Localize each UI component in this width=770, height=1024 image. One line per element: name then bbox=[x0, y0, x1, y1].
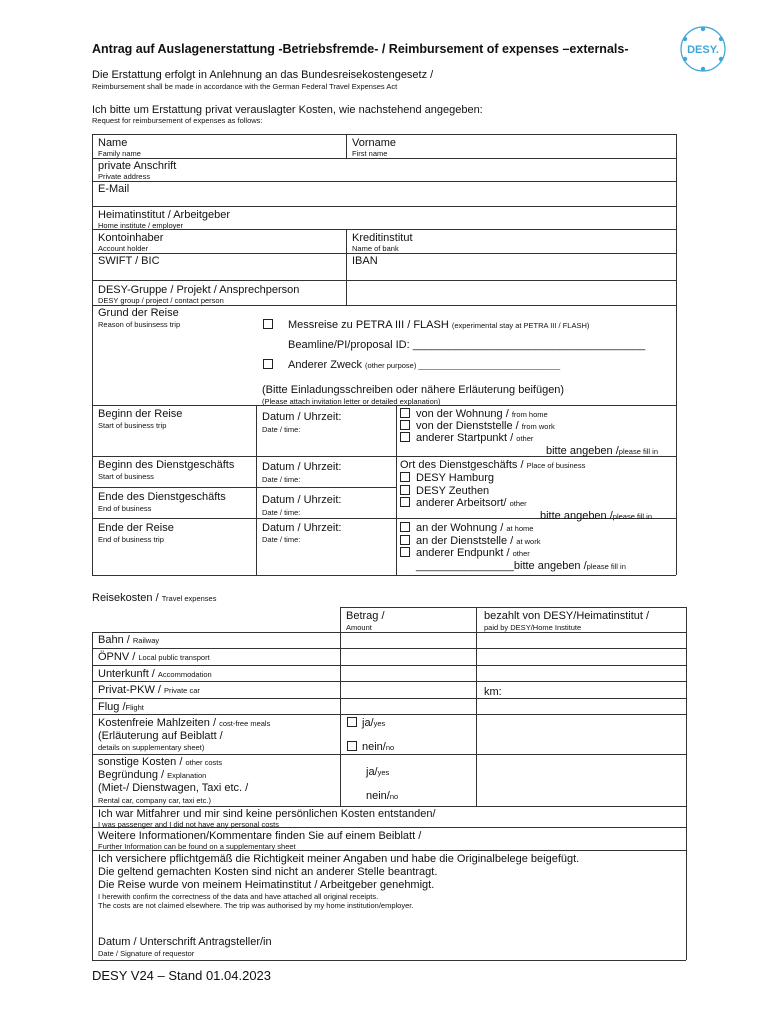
firstname-sub: First name bbox=[352, 149, 388, 158]
place-specify[interactable]: bitte angeben /please fill in bbox=[540, 510, 652, 522]
amount-header-sub: Amount bbox=[346, 623, 372, 632]
name-label: Name bbox=[98, 137, 128, 149]
email-label: E-Mail bbox=[98, 183, 130, 195]
other-yes-label: ja/yes bbox=[366, 766, 390, 778]
declaration-line-1: Ich versichere pflichtgemäß die Richtigkeit meiner Angaben und habe die Originalbelege beigefügt. bbox=[98, 853, 580, 865]
form-title: Antrag auf Auslagenerstattung -Betriebsfremde- / Reimbursement of expenses –externals- bbox=[92, 42, 629, 56]
rail-row: Bahn / Railway bbox=[98, 634, 160, 646]
intro-en: Reimbursement shall be made in accordance with the German Federal Travel Expenses Act bbox=[92, 82, 398, 91]
passenger-label: Ich war Mitfahrer und mir sind keine persönlichen Kosten entstanden/ bbox=[98, 808, 436, 820]
paid-header: bezahlt von DESY/Heimatinstitut / bbox=[484, 610, 650, 622]
trip-begin-label: Beginn der Reise bbox=[98, 408, 183, 420]
reason-label: Grund der Reise bbox=[98, 307, 179, 319]
intro-de: Die Erstattung erfolgt in Anlehnung an das Bundesreisekostengesetz / bbox=[92, 69, 434, 81]
other-end-checkbox[interactable] bbox=[400, 547, 410, 557]
request-de: Ich bitte um Erstattung privat verauslagter Kosten, wie nachstehend angegeben: bbox=[92, 104, 483, 116]
petra-option: Messreise zu PETRA III / FLASH (experimental stay at PETRA III / FLASH) bbox=[288, 319, 590, 331]
from-work-checkbox[interactable] bbox=[400, 420, 410, 430]
rental-sub: Rental car, company car, taxi etc.) bbox=[98, 796, 211, 805]
declaration-en-1: I herewith confirm the correctness of the data and have attached all original receipts. bbox=[98, 892, 379, 901]
from-home-checkbox[interactable] bbox=[400, 408, 410, 418]
costs-heading: Reisekosten / Travel expenses bbox=[92, 592, 217, 604]
accommodation-row: Unterkunft / Accommodation bbox=[98, 668, 212, 680]
reason-note-en: (Please attach invitation letter or detailed explanation) bbox=[262, 397, 441, 406]
at-home-label: an der Wohnung / at home bbox=[416, 522, 534, 534]
hamburg-label: DESY Hamburg bbox=[416, 472, 495, 484]
firstname-label: Vorname bbox=[352, 137, 397, 149]
address-sub: Private address bbox=[98, 172, 151, 181]
end-specify[interactable]: ________________bitte angeben /please fill in bbox=[416, 560, 626, 572]
private-car-row: Privat-PKW / Private car bbox=[98, 684, 200, 696]
group-sub: DESY group / project / contact person bbox=[98, 296, 224, 305]
at-work-checkbox[interactable] bbox=[400, 535, 410, 545]
zeuthen-label: DESY Zeuthen bbox=[416, 485, 490, 497]
address-label: private Anschrift bbox=[98, 160, 177, 172]
meals-label-2: (Erläuterung auf Beiblatt / bbox=[98, 730, 223, 742]
amount-header: Betrag / bbox=[346, 610, 385, 622]
passenger-sub: I was passenger and I did not have any personal costs bbox=[98, 820, 279, 829]
holder-sub: Account holder bbox=[98, 244, 149, 253]
bank-sub: Name of bank bbox=[352, 244, 399, 253]
duty-begin-datetime: Datum / Uhrzeit: bbox=[262, 461, 342, 473]
desy-logo bbox=[678, 24, 728, 74]
other-costs-label: sonstige Kosten / other costs bbox=[98, 756, 223, 768]
petra-checkbox[interactable] bbox=[263, 319, 273, 329]
meals-no-label: nein/no bbox=[362, 741, 395, 753]
other-no-label: nein/no bbox=[366, 790, 399, 802]
declaration-line-3: Die Reise wurde von meinem Heimatinstitut / Arbeitgeber genehmigt. bbox=[98, 879, 435, 891]
km-field[interactable]: km: bbox=[484, 686, 502, 698]
other-start-checkbox[interactable] bbox=[400, 432, 410, 442]
declaration-line-2: Die geltend gemachten Kosten sind nicht an anderer Stelle beantragt. bbox=[98, 866, 438, 878]
other-place-checkbox[interactable] bbox=[400, 497, 410, 507]
signature-sub: Date / Signature of requestor bbox=[98, 949, 195, 958]
svg-text:DESY.: DESY. bbox=[687, 44, 719, 56]
from-home-label: von der Wohnung / from home bbox=[416, 408, 548, 420]
institute-sub: Home institute / employer bbox=[98, 221, 184, 230]
declaration-en-2: The costs are not claimed elsewhere. The trip was authorised by my home institution/employer. bbox=[98, 901, 414, 910]
holder-label: Kontoinhaber bbox=[98, 232, 164, 244]
duty-end-datetime-sub: Date / time: bbox=[262, 508, 301, 517]
start-specify[interactable]: bitte angeben /please fill in bbox=[546, 445, 658, 457]
trip-end-sub: End of business trip bbox=[98, 535, 164, 544]
duty-place-label: Ort des Dienstgeschäfts / Place of business bbox=[400, 459, 586, 471]
name-sub: Family name bbox=[98, 149, 141, 158]
other-purpose-checkbox[interactable] bbox=[263, 359, 273, 369]
duty-begin-datetime-sub: Date / time: bbox=[262, 475, 301, 484]
end-datetime-label: Datum / Uhrzeit: bbox=[262, 522, 342, 534]
begin-datetime-label: Datum / Uhrzeit: bbox=[262, 411, 342, 423]
meals-yes-label: ja/yes bbox=[362, 717, 386, 729]
meals-yes-checkbox[interactable] bbox=[347, 717, 357, 727]
reason-note: (Bitte Einladungsschreiben oder nähere Erläuterung beifügen) bbox=[262, 384, 565, 396]
footer-version: DESY V24 – Stand 01.04.2023 bbox=[92, 968, 272, 983]
duty-begin-sub: Start of business bbox=[98, 472, 154, 481]
signature-label[interactable]: Datum / Unterschrift Antragsteller/in bbox=[98, 936, 272, 948]
meals-no-checkbox[interactable] bbox=[347, 741, 357, 751]
trip-begin-sub: Start of business trip bbox=[98, 421, 167, 430]
other-end-label: anderer Endpunkt / other bbox=[416, 547, 530, 559]
reason-sub: Reason of businsess trip bbox=[98, 320, 181, 329]
swift-label: SWIFT / BIC bbox=[98, 255, 160, 267]
paid-header-sub: paid by DESY/Home Institute bbox=[484, 623, 582, 632]
at-work-label: an der Dienststelle / at work bbox=[416, 535, 541, 547]
explanation-label: Begründung / Explanation bbox=[98, 769, 207, 781]
end-datetime-sub: Date / time: bbox=[262, 535, 301, 544]
duty-end-datetime: Datum / Uhrzeit: bbox=[262, 494, 342, 506]
further-info-label: Weitere Informationen/Kommentare finden Sie auf einem Beiblatt / bbox=[98, 830, 422, 842]
further-info-sub: Further Information can be found on a supplementary sheet bbox=[98, 842, 296, 851]
begin-datetime-sub: Date / time: bbox=[262, 425, 301, 434]
duty-end-label: Ende des Dienstgeschäfts bbox=[98, 491, 226, 503]
trip-end-label: Ende der Reise bbox=[98, 522, 174, 534]
other-place-label: anderer Arbeitsort/ other bbox=[416, 497, 527, 509]
other-start-label: anderer Startpunkt / other bbox=[416, 432, 534, 444]
institute-label: Heimatinstitut / Arbeitgeber bbox=[98, 209, 231, 221]
other-purpose-option: Anderer Zweck (other purpose) __________________________________ bbox=[288, 359, 561, 371]
meals-sub: details on supplementary sheet) bbox=[98, 743, 205, 752]
duty-begin-label: Beginn des Dienstgeschäfts bbox=[98, 459, 235, 471]
duty-end-sub: End of business bbox=[98, 504, 152, 513]
iban-label: IBAN bbox=[352, 255, 378, 267]
beamline-field[interactable]: Beamline/PI/proposal ID: ______________________________________ bbox=[288, 339, 646, 351]
bank-label: Kreditinstitut bbox=[352, 232, 413, 244]
request-en: Request for reimbursement of expenses as follows: bbox=[92, 116, 263, 125]
rental-label: (Miet-/ Dienstwagen, Taxi etc. / bbox=[98, 782, 249, 794]
flight-row: Flug /Flight bbox=[98, 701, 144, 713]
meals-label: Kostenfreie Mahlzeiten / cost-free meals bbox=[98, 717, 271, 729]
group-label: DESY-Gruppe / Projekt / Ansprechperson bbox=[98, 284, 300, 296]
from-work-label: von der Dienststelle / from work bbox=[416, 420, 555, 432]
hamburg-checkbox[interactable] bbox=[400, 472, 410, 482]
zeuthen-checkbox[interactable] bbox=[400, 485, 410, 495]
opnv-row: ÖPNV / Local public transport bbox=[98, 651, 210, 663]
at-home-checkbox[interactable] bbox=[400, 522, 410, 532]
